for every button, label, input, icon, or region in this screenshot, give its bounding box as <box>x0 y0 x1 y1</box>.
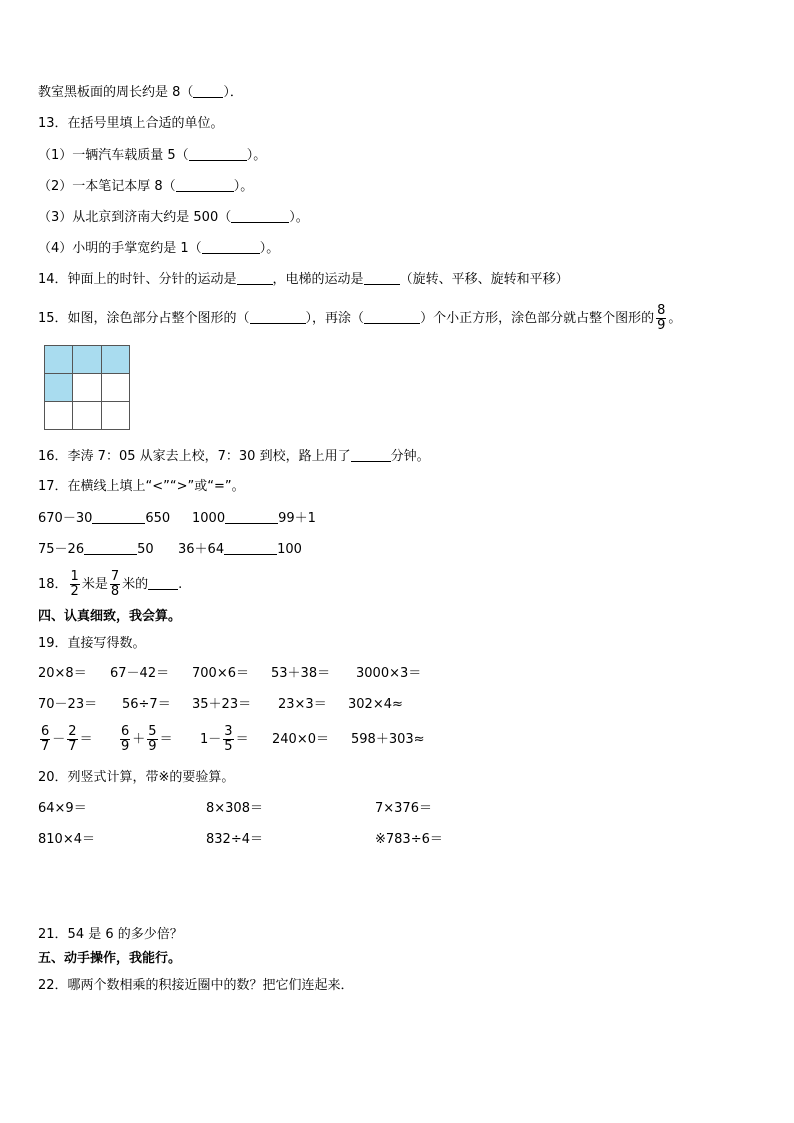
answer-blank[interactable] <box>148 576 178 590</box>
calc-item: 3000×3＝ <box>356 666 422 681</box>
calc-item-fraction-b <box>118 724 173 756</box>
grid-cell-shaded <box>45 374 73 402</box>
vertical-calc-item: 8×308＝ <box>206 801 263 816</box>
compare-right: 50 <box>137 542 154 557</box>
q14-text-2: ，电梯的运动是 <box>272 272 364 287</box>
answer-blank[interactable] <box>84 541 137 555</box>
q13-item-4 <box>38 240 279 257</box>
frac-denominator: 5 <box>224 739 233 754</box>
q18 <box>38 570 182 600</box>
vertical-calc-item: 64×9＝ <box>38 801 87 816</box>
fraction <box>223 725 233 754</box>
grid-cell <box>101 374 129 402</box>
vertical-calc-item: 832÷4＝ <box>206 832 263 847</box>
compare-item <box>192 510 316 527</box>
calc-item: 302×4≈ <box>348 697 403 712</box>
calc-item-fraction-a <box>38 724 93 756</box>
calc-item: 23×3＝ <box>278 697 327 712</box>
q13-item-suffix: ）。 <box>259 241 280 256</box>
vertical-calc-item: 7×376＝ <box>375 801 432 816</box>
fraction <box>147 725 157 754</box>
q13-title: 13．在括号里填上合适的单位。 <box>38 116 224 131</box>
q13-item-suffix: ）。 <box>233 179 254 194</box>
grid-cell <box>73 374 101 402</box>
answer-blank[interactable] <box>176 178 234 192</box>
operator: － <box>52 732 66 747</box>
section-4-heading: 四、认真细致，我会算。 <box>38 609 182 624</box>
answer-blank[interactable] <box>189 147 247 161</box>
frac-numerator: 5 <box>148 724 157 739</box>
grid-cell <box>73 402 101 430</box>
calc-item: 598＋303≈ <box>351 732 425 747</box>
section-5-heading: 五、动手操作，我能行。 <box>38 951 182 966</box>
q16 <box>38 448 430 465</box>
answer-blank[interactable] <box>193 84 223 98</box>
answer-blank[interactable] <box>237 271 273 285</box>
frac-numerator: 1 <box>70 569 79 584</box>
equals: ＝ <box>159 732 173 747</box>
shaded-grid-figure <box>44 345 130 430</box>
compare-right: 650 <box>145 511 171 526</box>
q13-item-text: （4）小明的手掌宽约是 1（ <box>38 241 202 256</box>
frac-denominator: 9 <box>148 739 157 754</box>
calc-item-fraction-c <box>200 724 249 756</box>
frac-denominator: 2 <box>70 584 79 599</box>
q12-tail <box>38 84 243 101</box>
grid-cell-shaded <box>45 346 73 374</box>
q22: 22．哪两个数相乘的积接近圈中的数？把它们连起来． <box>38 978 354 993</box>
calc-item: 35＋23＝ <box>192 697 252 712</box>
answer-blank[interactable] <box>224 541 277 555</box>
grid-cell-shaded <box>73 346 101 374</box>
frac-denominator: 7 <box>68 739 77 754</box>
q15-text-3: ）个小正方形，涂色部分就占整个图形的 <box>420 311 655 326</box>
q13-item-text: （2）一本笔记本厚 8（ <box>38 179 176 194</box>
q17-title: 17．在横线上填上“<”“>”或“=”。 <box>38 479 245 494</box>
calc-item: 56÷7＝ <box>122 697 171 712</box>
q13-item-suffix: ）。 <box>246 148 267 163</box>
q13-item-suffix: ）。 <box>289 210 309 225</box>
q15-text-4: 。 <box>668 311 682 326</box>
operator: ＋ <box>132 732 146 747</box>
q20-title: 20．列竖式计算，带※的要验算。 <box>38 770 235 785</box>
q18-text-end: . <box>178 577 183 592</box>
fraction <box>120 725 130 754</box>
q15 <box>38 304 681 334</box>
compare-right: 100 <box>277 542 302 557</box>
vertical-calc-item: ※783÷6＝ <box>375 832 443 847</box>
equals: ＝ <box>235 732 249 747</box>
q14 <box>38 271 569 288</box>
compare-left: 36＋64 <box>178 542 225 557</box>
fraction-7-8 <box>110 570 120 599</box>
compare-item <box>178 541 302 558</box>
answer-blank[interactable] <box>351 448 391 462</box>
compare-right: 99＋1 <box>278 511 316 526</box>
frac-numerator: 6 <box>121 724 130 739</box>
q12-prefix: 教室黑板面的周长约是 8（ <box>38 85 194 100</box>
q16-text-2: 分钟。 <box>390 449 430 464</box>
q15-text-2: ），再涂（ <box>305 311 365 326</box>
calc-prefix: 1－ <box>200 732 222 747</box>
frac-denominator: 8 <box>110 584 120 599</box>
frac-denominator: 9 <box>121 739 130 754</box>
answer-blank[interactable] <box>364 271 400 285</box>
q18-text-after: 米的 <box>122 577 149 592</box>
calc-item: 70－23＝ <box>38 697 98 712</box>
frac-numerator: 2 <box>68 724 77 739</box>
answer-blank[interactable] <box>202 240 260 254</box>
fraction <box>40 725 50 754</box>
grid-cell <box>45 402 73 430</box>
vertical-calc-item: 810×4＝ <box>38 832 95 847</box>
q18-text-mid: 米是 <box>81 577 108 592</box>
calc-item: 700×6＝ <box>192 666 249 681</box>
q12-suffix: ）． <box>223 85 243 100</box>
q13-item-text: （1）一辆汽车载质量 5（ <box>38 148 189 163</box>
compare-item <box>38 541 154 558</box>
fraction-1-2 <box>70 570 80 599</box>
answer-blank[interactable] <box>231 209 289 223</box>
compare-left: 75－26 <box>38 542 85 557</box>
q16-text-1: 16．李涛 7：05 从家去上校，7：30 到校，路上用了 <box>38 449 351 464</box>
q15-text-1: 15．如图，涂色部分占整个图形的（ <box>38 311 250 326</box>
q14-text-1: 14．钟面上的时针、分针的运动是 <box>38 272 237 287</box>
equals: ＝ <box>79 732 93 747</box>
fraction-8-9 <box>656 304 666 333</box>
fraction <box>67 725 77 754</box>
frac-numerator: 6 <box>41 724 50 739</box>
compare-item <box>38 510 170 527</box>
grid-cell-shaded <box>101 346 129 374</box>
calc-item: 53＋38＝ <box>271 666 331 681</box>
q13-item-text: （3）从北京到济南大约是 500（ <box>38 210 232 225</box>
frac-denominator: 9 <box>657 318 666 333</box>
frac-numerator: 8 <box>657 303 666 318</box>
frac-numerator: 3 <box>224 724 233 739</box>
answer-blank[interactable] <box>225 510 278 524</box>
answer-blank[interactable] <box>92 510 145 524</box>
q14-text-3: （旋转、平移、旋转和平移） <box>399 272 569 287</box>
q13-item-2 <box>38 178 253 195</box>
grid-cell <box>101 402 129 430</box>
q13-item-3 <box>38 209 309 226</box>
calc-item: 240×0＝ <box>272 732 329 747</box>
q18-number: 18． <box>38 577 68 592</box>
frac-numerator: 7 <box>110 569 120 584</box>
frac-denominator: 7 <box>41 739 50 754</box>
q13-item-1 <box>38 147 266 164</box>
q21: 21．54 是 6 的多少倍？ <box>38 927 183 942</box>
calc-item: 20×8＝ <box>38 666 87 681</box>
answer-blank[interactable] <box>364 310 420 324</box>
compare-left: 1000 <box>192 511 226 526</box>
q19-title: 19．直接写得数。 <box>38 636 146 651</box>
calc-item: 67－42＝ <box>110 666 170 681</box>
compare-left: 670－30 <box>38 511 93 526</box>
answer-blank[interactable] <box>250 310 306 324</box>
